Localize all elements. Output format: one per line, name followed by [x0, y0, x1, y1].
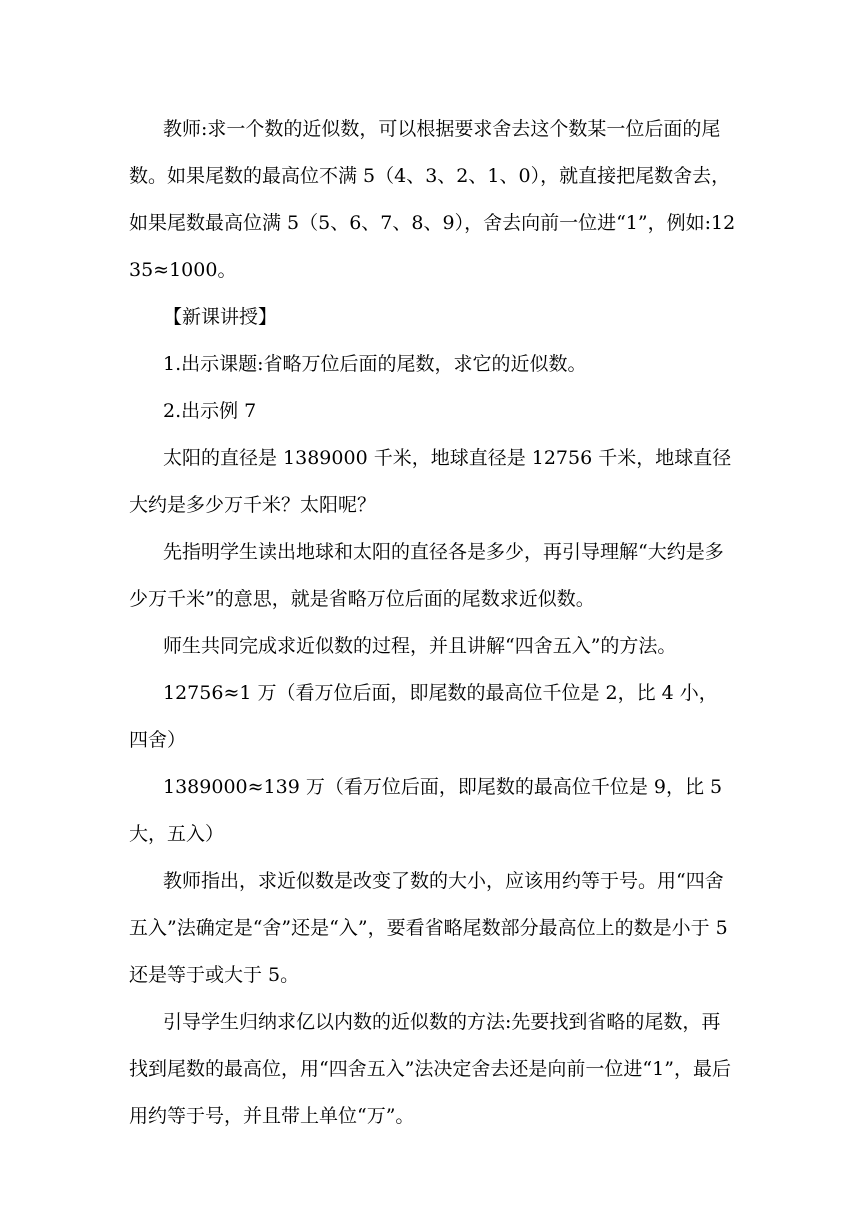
paragraph-summary-method: 引导学生归纳求亿以内数的近似数的方法:先要找到省略的尾数，再找到尾数的最高位，用“四舍五入”法决定舍去还是向前一位进“1”，最后用约等于号，并且带上单位“万”。 [129, 1011, 731, 1127]
step-show-example: 2.出示例 7 [163, 400, 257, 422]
section-heading-new-lesson: 【新课讲授】 [163, 306, 278, 328]
paragraph-teacher-point: 教师指出，求近似数是改变了数的大小，应该用约等于号。用“四舍五入”法确定是“舍”还是“入”，要看省略尾数部分最高位上的数是小于 5 还是等于或大于 5。 [129, 870, 728, 986]
step-show-topic: 1.出示课题:省略万位后面的尾数，求它的近似数。 [163, 353, 587, 375]
paragraph-earth-approximation: 12756≈1 万（看万位后面，即尾数的最高位千位是 2，比 4 小，四舍） [129, 682, 718, 751]
paragraph-example-problem: 太阳的直径是 1389000 千米，地球直径是 12756 千米，地球直径大约是多少万千米？太阳呢？ [129, 447, 732, 516]
paragraph-guide-reading: 先指明学生读出地球和太阳的直径各是多少，再引导理解“大约是多少万千米”的意思，就是省略万位后面的尾数求近似数。 [129, 541, 724, 610]
paragraph-teacher-explanation: 教师:求一个数的近似数，可以根据要求舍去这个数某一位后面的尾数。如果尾数的最高位不满 5（4、3、2、1、0），就直接把尾数舍去，如果尾数最高位满 5（5、6、7、8、9），舍去向前一位进“1”，例如:1235≈1000。 [129, 118, 736, 281]
paragraph-joint-process: 师生共同完成求近似数的过程，并且讲解“四舍五入”的方法。 [163, 635, 677, 657]
paragraph-sun-approximation: 1389000≈139 万（看万位后面，即尾数的最高位千位是 9，比 5 大，五入） [129, 776, 723, 845]
